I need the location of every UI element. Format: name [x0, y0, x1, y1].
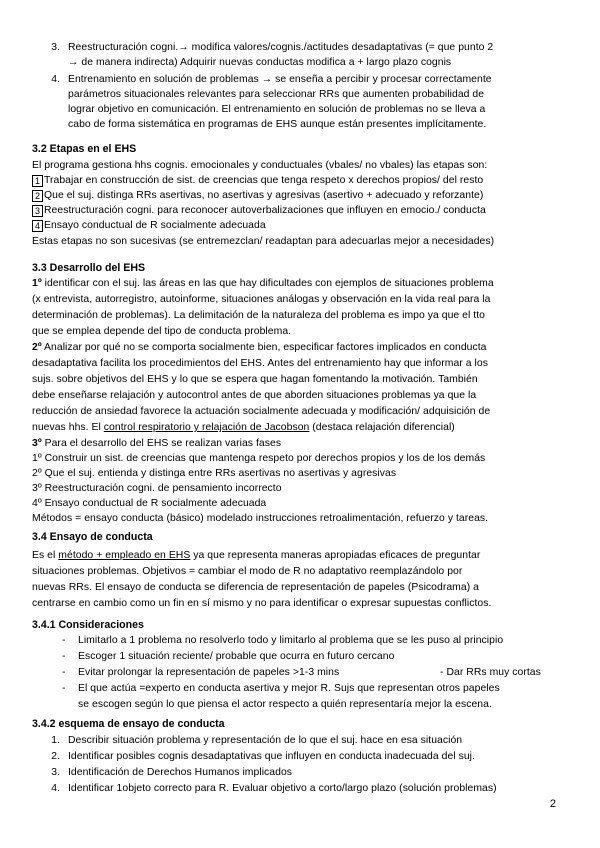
- section-heading-3-3: 3.3 Desarrollo del EHS: [32, 262, 146, 274]
- list-item: 2. Identificar posibles cognis desadaptativas que influyen en conducta inadecuada del suj.: [51, 751, 475, 762]
- stage-item: 3 Reestructuración cogni. para reconocer autoverbalizaciones que influyen en emocio./ conducta: [32, 204, 486, 217]
- list-item-continuation: parámetros situacionales relevantes para seleccionar RRs que aumenten probabilidad de: [68, 89, 485, 100]
- paragraph-line: desadaptativa facilita los procedimientos del EHS. Antes del entrenamiento hay que informar a los: [32, 358, 488, 369]
- list-item: 4. Identificar 1objeto correcto para R. Evaluar objetivo a corto/largo plazo (solución problemas): [51, 783, 497, 794]
- paragraph-line: 2º Analizar por qué no se comporta socialmente bien, especificar factores implicados en conducta: [32, 342, 487, 353]
- paragraph-line: 1º identificar con el suj. las áreas en las que hay dificultades con ejemplos de situaciones problema: [32, 278, 494, 289]
- paragraph-line: Estas etapas no son sucesivas (se entremezclan/ readaptan para adecuarlas mejor a necesidades): [32, 236, 495, 247]
- paragraph-line: sujs. sobre objetivos del EHS y lo que se espera que hagan fomentando la motivación. También: [32, 374, 478, 385]
- phase-item: 1º Construir un sist. de creencias que mantenga respeto por derechos propios y los de los demás: [32, 453, 486, 464]
- list-item-continuation: → de manera indirecta) Adquirir nuevas conductas modifica a + largo plazo cognis: [68, 57, 452, 68]
- paragraph-line: debe enseñarse relajación y autocontrol antes de que aborden situaciones problemas ya que la: [32, 390, 477, 401]
- paragraph-line: centrarse en cambio como un fin en sí mismo y no para identificar o expresar supuestas conflictos.: [32, 598, 492, 609]
- stage-item: 4 Ensayo conductual de R socialmente adecuada: [32, 219, 266, 232]
- dash-bullet: -: [62, 683, 66, 694]
- paragraph-line: nuevas RRs. El ensayo de conducta se diferencia de representación de papeles (Psicodrama) a: [32, 582, 479, 593]
- paragraph-line: que se emplea depende del tipo de conducta problema.: [32, 326, 292, 337]
- stage-item: 1 Trabajar en construcción de sist. de creencias que tenga respeto x derechos propios/ del resto: [32, 174, 483, 187]
- bullet-item: - Escoger 1 situación reciente/ probable que ocurra en futuro cercano: [62, 651, 395, 662]
- section-heading-3-4-1: 3.4.1 Consideraciones: [32, 619, 144, 631]
- page-number: 2: [549, 798, 556, 810]
- paragraph-line: 3º Para el desarrollo del EHS se realizan varias fases: [32, 438, 282, 449]
- paragraph-line: (x entrevista, autorregistro, autoinforme, situaciones análogas y observación en la vida real para la: [32, 294, 491, 305]
- bullet-item: - Evitar prolongar la representación de papeles >1-3 mins: [62, 667, 340, 678]
- list-item-continuation: lograr objetivo en comunicación. El entrenamiento en solución de problemas no se lleva a: [68, 104, 486, 115]
- phase-item: 4º Ensayo conductual de R socialmente adecuada: [32, 498, 267, 509]
- paragraph-line: Es el método + empleado en EHS ya que representa maneras apropiadas eficaces de preguntar: [32, 550, 481, 561]
- dash-bullet: -: [62, 635, 66, 646]
- section-heading-3-2: 3.2 Etapas en el EHS: [32, 143, 137, 155]
- section-heading-3-4: 3.4 Ensayo de conducta: [32, 531, 153, 543]
- paragraph-line: Métodos = ensayo conducta (básico) modelado instrucciones retroalimentación, refuerzo y tareas.: [32, 513, 489, 524]
- dash-bullet: -: [62, 667, 66, 678]
- phase-item: 2º Que el suj. entienda y distinga entre RRs asertivas no asertivas y agresivas: [32, 468, 397, 479]
- paragraph-line: situaciones problemas. Objetivos = cambiar el modo de R no adaptativo reemplazándolo por: [32, 566, 463, 577]
- list-item: 3. Identificación de Derechos Humanos implicados: [51, 767, 293, 778]
- dash-bullet: -: [62, 651, 66, 662]
- list-item: 1. Describir situación problema y representación de lo que el suj. hace en esa situación: [51, 735, 463, 746]
- paragraph-line: nuevas hhs. El control respiratorio y relajación de Jacobson (destaca relajación diferencial): [32, 422, 455, 433]
- paragraph-line: reducción de ansiedad favorece la actuación socialmente adecuada y modificación/ adquisición de: [32, 406, 491, 417]
- list-item: 4. Entrenamiento en solución de problemas → se enseña a percibir y procesar correctamente: [51, 74, 492, 85]
- bullet-aside: - Dar RRs muy cortas: [440, 667, 541, 678]
- bullet-item: - El que actúa =experto en conducta asertiva y mejor R. Sujs que representan otros papeles: [62, 683, 500, 694]
- section-heading-3-4-2: 3.4.2 esquema de ensayo de conducta: [32, 718, 225, 730]
- stage-item: 2 Que el suj. distinga RRs asertivas, no asertivas y agresivas (asertivo + adecuado y reforzante): [32, 189, 483, 202]
- bullet-item-continuation: se escogen según lo que piensa el actor respecto a quién representaría mejor la escena.: [78, 699, 492, 710]
- list-item-continuation: cabo de forma sistemática en programas de EHS aunque están presentes implícitamente.: [68, 119, 487, 130]
- paragraph-line: El programa gestiona hhs cognis. emocionales y conductuales (vbales/ no vbales) las etapas son:: [32, 160, 488, 171]
- paragraph-line: determinación de problemas). La delimitación de la naturaleza del problema es impo ya que el tto: [32, 310, 486, 321]
- bullet-item: - Limitarlo a 1 problema no resolverlo todo y limitarlo al problema que se les puso al principio: [62, 635, 504, 646]
- list-item: 3. Reestructuración cogni.→ modifica valores/cognis./actitudes desadaptativas (= que punto 2: [51, 42, 494, 53]
- phase-item: 3º Reestructuración cogni. de pensamiento incorrecto: [32, 483, 282, 494]
